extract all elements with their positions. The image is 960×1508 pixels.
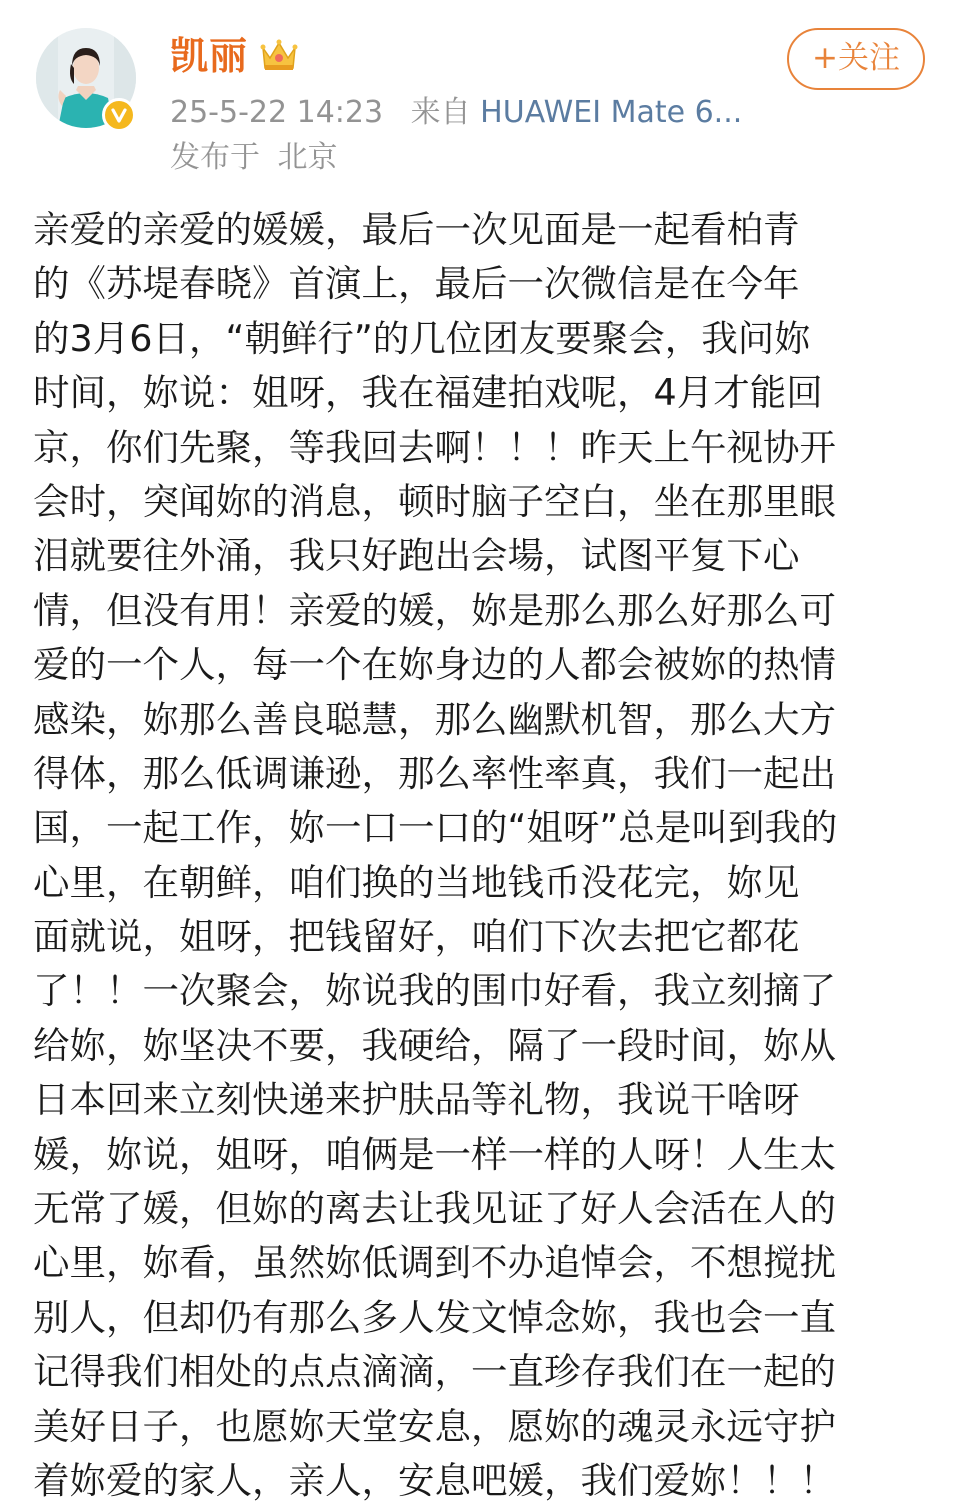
post-text-line: 京，你们先聚，等我回去啊！！！昨天上午视协开	[33, 425, 836, 469]
verified-badge-icon	[102, 98, 136, 132]
post-text-line: 记得我们相处的点点滴滴，一直珍存我们在一起的	[33, 1350, 836, 1394]
crown-icon	[258, 34, 300, 76]
username[interactable]: 凯丽	[170, 34, 249, 78]
post-text-line: 面就说，姐呀，把钱留好，咱们下次去把它都花	[33, 915, 800, 959]
location-city: 北京	[277, 140, 338, 175]
post-text-line: 美好日子，也愿妳天堂安息，愿妳的魂灵永远守护	[33, 1404, 836, 1448]
post-body	[33, 203, 928, 1508]
post-text-line: 了！！一次聚会，妳说我的围巾好看，我立刻摘了	[33, 969, 836, 1013]
post-text-line: 日本回来立刻快递来护肤品等礼物，我说干啥呀	[33, 1078, 800, 1122]
post-text-line: 心里，在朝鲜，咱们换的当地钱币没花完，妳见	[33, 860, 800, 904]
device-link[interactable]: HUAWEI Mate 6...	[480, 95, 743, 130]
follow-button[interactable]: +关注	[787, 28, 925, 90]
post-text-line: 时间，妳说：姐呀，我在福建拍戏呢，4月才能回	[33, 371, 823, 415]
post-text-line: 爱的一个人，每一个在妳身边的人都会被妳的热情	[33, 643, 836, 687]
post-text-line: 的《苏堤春晓》首演上，最后一次微信是在今年	[33, 262, 800, 306]
post-location	[170, 137, 338, 179]
post-text-line: 情，但没有用！亲爱的媛，妳是那么那么好那么可	[33, 588, 836, 632]
post-text-line: 会时，突闻妳的消息，顿时脑子空白，坐在那里眼	[33, 479, 836, 523]
post-text-line: 媛，妳说，姐呀，咱俩是一样一样的人呀！人生太	[33, 1132, 836, 1176]
post-text-line: 别人，但却仍有那么多人发文悼念妳，我也会一直	[33, 1295, 836, 1339]
post-text-line: 国，一起工作，妳一口一口的“姐呀”总是叫到我的	[33, 806, 838, 850]
post-text-line: 亲爱的亲爱的媛媛，最后一次见面是一起看柏青	[33, 208, 800, 251]
post-meta	[170, 92, 742, 134]
post-text-line: 得体，那么低调谦逊，那么率性率真，我们一起出	[33, 751, 836, 795]
post-text-line: 感染，妳那么善良聪慧，那么幽默机智，那么大方	[33, 697, 836, 741]
post-text-line: 泪就要往外涌，我只好跑出会場，试图平复下心	[33, 534, 800, 578]
post-text-line: 无常了媛，但妳的离去让我见证了好人会活在人的	[33, 1187, 836, 1231]
source-prefix: 来自	[410, 95, 471, 130]
post-text-line: 心里，妳看，虽然妳低调到不办追悼会，不想搅扰	[33, 1241, 836, 1285]
post-text-line: 给妳，妳坚决不要，我硬给，隔了一段时间，妳从	[33, 1023, 836, 1067]
post-text-line: 的3月6日，“朝鲜行”的几位团友要聚会，我问妳	[33, 316, 811, 360]
location-prefix: 发布于	[170, 140, 260, 175]
post-text-line: 着妳爱的家人，亲人，安息吧媛，我们爱妳！！！	[33, 1458, 836, 1502]
post-timestamp: 25-5-22 14:23	[170, 95, 384, 130]
